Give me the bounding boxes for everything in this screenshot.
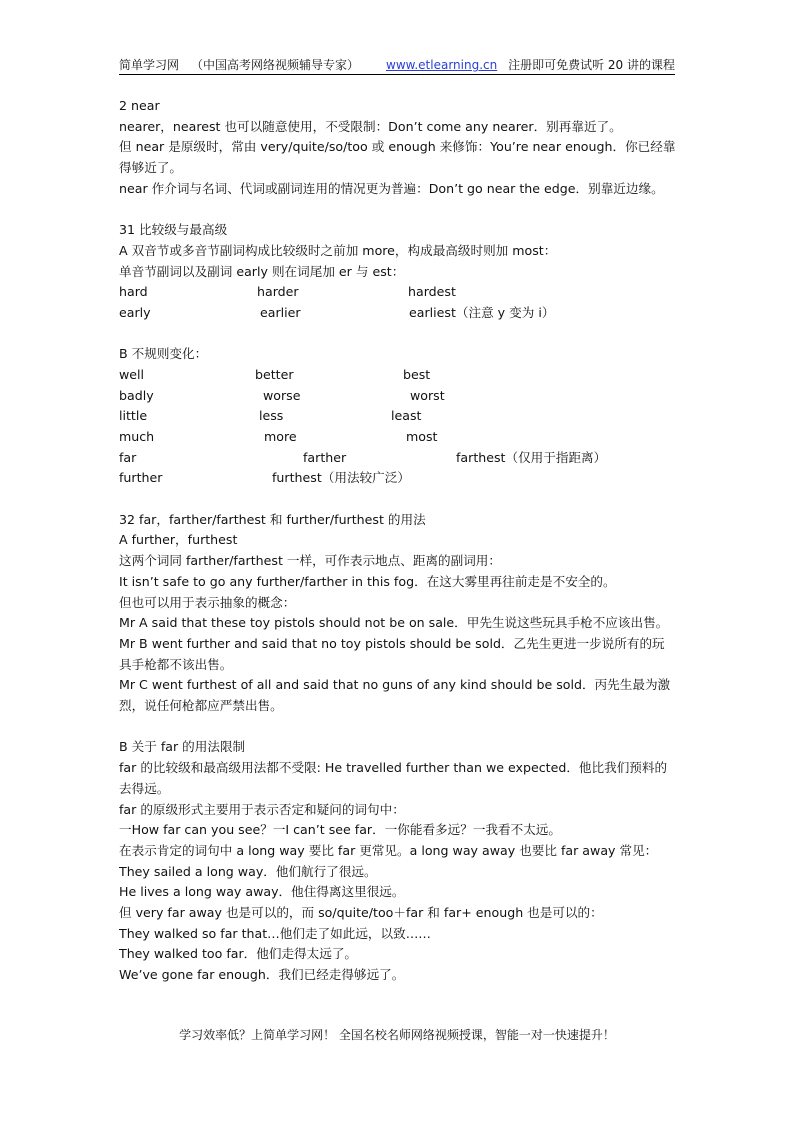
comparison-row (119, 468, 677, 489)
word-superlative: least (391, 408, 422, 424)
example-sentence: Mr A said that these toy pistols should not be on sale．甲先生说这些玩具手枪不应该出售。 (119, 615, 669, 631)
word-base: much (119, 429, 155, 445)
word-comparative: earlier (260, 304, 301, 320)
word-comparative: less (259, 408, 284, 424)
example-sentence: They walked too far．他们走得太远了。 (119, 946, 358, 962)
comparison-row (119, 427, 677, 448)
word-base: further (119, 470, 163, 486)
word-base: hard (119, 284, 148, 300)
example-sentence: He lives a long way away．他住得离这里很远。 (119, 884, 405, 900)
page-footer: 学习效率低？上简单学习网！ 全国名校名师网络视频授课，智能一对一快速提升！ (179, 1028, 615, 1042)
word-comparative: harder (257, 284, 299, 300)
word-comparative: farther (303, 449, 347, 465)
word-comparative: better (255, 366, 294, 382)
comparison-row (119, 406, 677, 427)
document-body (119, 96, 677, 986)
paragraph: 在表示肯定的词句中 a long way 要比 far 更常见。a long way away 也要比 far away 常见： (119, 842, 658, 858)
example-sentence: They walked so far that…他们走了如此远，以致…… (119, 925, 431, 941)
paragraph: 这两个词同 farther/farthest 一样，可作表示地点、距离的副词用： (119, 553, 501, 569)
example-sentence: We’ve gone far enough．我们已经走得够远了。 (119, 967, 405, 983)
word-comparative: worse (263, 387, 301, 403)
word-base: early (119, 304, 151, 320)
word-comparative: more (264, 429, 297, 445)
word-superlative: earliest（注意 y 变为 i） (409, 304, 555, 320)
example-sentence: Mr C went furthest of all and said that no guns of any kind should be sold．丙先生最为激烈，说任何枪都应严禁出售。 (119, 677, 671, 714)
paragraph: 但 very far away 也是可以的，而 so/quite/too＋far 和 far+ enough 也是可以的： (119, 904, 603, 920)
section-32-title: 32 far，farther/farthest 和 further/furthest 的用法 (119, 511, 426, 527)
comparison-row (119, 365, 677, 386)
header-tagline: （中国高考网络视频辅导专家） (191, 58, 360, 72)
header-promo: 注册即可免费试听 20 讲的课程 (508, 58, 675, 72)
paragraph: near 作介词与名词、代词或副词连用的情况更为普遍：Don’t go near the edge．别靠近边缘。 (119, 180, 664, 196)
paragraph: 但也可以用于表示抽象的概念： (119, 594, 296, 610)
comparison-row (119, 386, 677, 407)
word-superlative: farthest（仅用于指距离） (456, 449, 607, 465)
word-superlative: hardest (408, 284, 456, 300)
paragraph: 但 near 是原级时，常由 very/quite/so/too 或 enough 来修饰：You’re near enough．你已经靠得够近了。 (119, 139, 676, 176)
example-sentence: 一How far can you see？一I can’t see far．一你能看多远？一我看不太远。 (119, 822, 561, 838)
comparison-row (119, 448, 677, 469)
header-site-name: 简单学习网 (119, 58, 180, 72)
subsection-b-title: B 不规则变化： (119, 346, 208, 362)
word-base: little (119, 408, 148, 424)
paragraph: nearer，nearest 也可以随意使用，不受限制：Don’t come any nearer．别再靠近了。 (119, 118, 622, 134)
subsection-a-title: A further，furthest (119, 532, 238, 548)
example-sentence: They sailed a long way．他们航行了很远。 (119, 863, 377, 879)
header-url-link[interactable]: www.etlearning.cn (386, 58, 498, 72)
word-base: far (119, 449, 137, 465)
word-superlative: best (403, 366, 431, 382)
section-31-title: 31 比较级与最高级 (119, 222, 228, 238)
paragraph: 单音节副词以及副词 early 则在词尾加 er 与 est： (119, 263, 405, 279)
word-superlative: most (406, 429, 438, 445)
comparison-row (119, 282, 677, 303)
word-superlative: furthest（用法较广泛） (272, 470, 410, 486)
paragraph: far 的比较级和最高级用法都不受限: He travelled further than we expected．他比我们预料的去得远。 (119, 760, 668, 796)
example-sentence: Mr B went further and said that no toy pistols should be sold．乙先生更进一步说所有的玩具手枪都不该出售。 (119, 635, 665, 672)
word-base: badly (119, 387, 154, 403)
example-sentence: It isn’t safe to go any further/farther in this fog．在这大雾里再往前走是不安全的。 (119, 573, 616, 589)
page-header (119, 56, 675, 75)
paragraph: far 的原级形式主要用于表示否定和疑问的词句中： (119, 801, 405, 817)
section-2-title: 2 near (119, 98, 160, 113)
comparison-row (119, 303, 677, 324)
paragraph: A 双音节或多音节副词构成比较级时之前加 more，构成最高级时则加 most： (119, 242, 557, 258)
subsection-b-title: B 关于 far 的用法限制 (119, 739, 246, 755)
word-superlative: worst (410, 387, 445, 403)
word-base: well (119, 366, 145, 382)
